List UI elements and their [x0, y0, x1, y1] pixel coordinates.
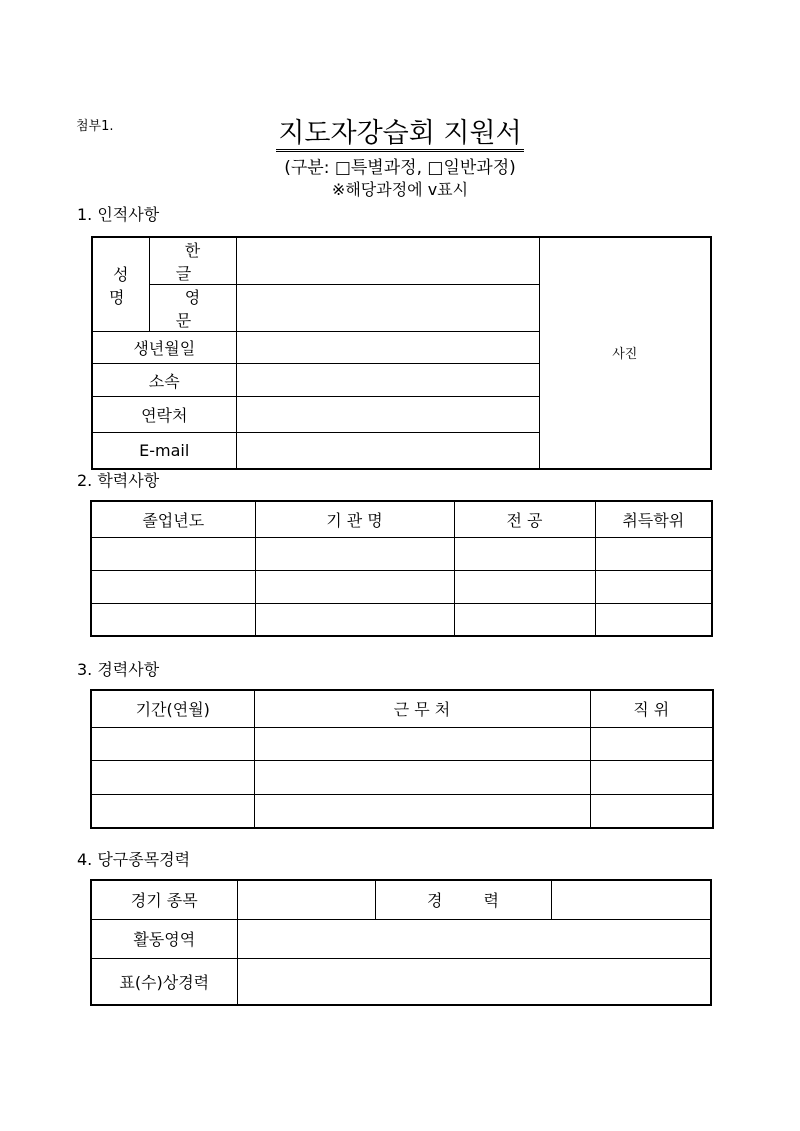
table-row: [91, 603, 712, 636]
career-cell[interactable]: [590, 727, 713, 760]
affiliation-label: 소속: [92, 364, 236, 397]
section4-heading: 4. 당구종목경력: [77, 850, 191, 869]
education-cell[interactable]: [91, 537, 255, 570]
title-text: 지도자강습회 지원서: [276, 118, 523, 152]
career-cell[interactable]: [590, 760, 713, 794]
korean-name-field[interactable]: [236, 237, 539, 285]
course-type-subtitle: (구분: □특별과정, □일반과정): [284, 158, 516, 178]
course-note: ※해당과정에 v표시: [331, 180, 469, 199]
attachment-label: 첨부1.: [76, 119, 114, 134]
event-label: 경기 종목: [91, 880, 237, 919]
event-field[interactable]: [237, 880, 375, 919]
name-label: 성 명: [92, 237, 149, 332]
education-cell[interactable]: [595, 570, 712, 603]
career-cell[interactable]: [254, 760, 590, 794]
section3-heading: 3. 경력사항: [77, 660, 160, 679]
section1-heading: 1. 인적사항: [77, 205, 160, 224]
career-table: [90, 689, 714, 829]
education-header-major: 전 공: [454, 501, 595, 537]
birth-field[interactable]: [236, 332, 539, 364]
birth-label: 생년월일: [92, 332, 236, 364]
korean-name-label: 한 글: [149, 237, 236, 285]
education-header-institution: 기 관 명: [255, 501, 454, 537]
award-label: 표(수)상경력: [91, 958, 237, 1005]
career-field[interactable]: [551, 880, 711, 919]
personal-info-table: [91, 236, 712, 470]
career-label: 경 력: [375, 880, 551, 919]
education-header-year: 졸업년도: [91, 501, 255, 537]
education-header-degree: 취득학위: [595, 501, 712, 537]
career-cell[interactable]: [590, 794, 713, 828]
career-cell[interactable]: [91, 760, 254, 794]
email-label: E-mail: [92, 433, 236, 469]
photo-box[interactable]: 사진: [539, 237, 711, 469]
career-cell[interactable]: [91, 727, 254, 760]
table-row: [91, 537, 712, 570]
education-table: [90, 500, 713, 637]
career-cell[interactable]: [254, 794, 590, 828]
page-title: [0, 116, 800, 152]
activity-label: 활동영역: [91, 919, 237, 958]
education-cell[interactable]: [91, 570, 255, 603]
table-row: [91, 760, 713, 794]
education-cell[interactable]: [255, 603, 454, 636]
section2-heading: 2. 학력사항: [77, 471, 160, 490]
email-field[interactable]: [236, 433, 539, 469]
career-header-period: 기간(연월): [91, 690, 254, 727]
education-cell[interactable]: [454, 537, 595, 570]
education-cell[interactable]: [255, 570, 454, 603]
career-header-position: 직 위: [590, 690, 713, 727]
career-cell[interactable]: [254, 727, 590, 760]
billiards-career-table: [90, 879, 712, 1006]
education-cell[interactable]: [595, 537, 712, 570]
activity-field[interactable]: [237, 919, 711, 958]
education-cell[interactable]: [255, 537, 454, 570]
education-cell[interactable]: [454, 570, 595, 603]
english-name-field[interactable]: [236, 285, 539, 332]
table-row: [91, 570, 712, 603]
affiliation-field[interactable]: [236, 364, 539, 397]
award-field[interactable]: [237, 958, 711, 1005]
career-cell[interactable]: [91, 794, 254, 828]
education-cell[interactable]: [454, 603, 595, 636]
contact-label: 연락처: [92, 397, 236, 433]
english-name-label: 영 문: [149, 285, 236, 332]
table-row: [91, 727, 713, 760]
table-row: [91, 794, 713, 828]
career-header-workplace: 근 무 처: [254, 690, 590, 727]
education-cell[interactable]: [595, 603, 712, 636]
contact-field[interactable]: [236, 397, 539, 433]
education-cell[interactable]: [91, 603, 255, 636]
